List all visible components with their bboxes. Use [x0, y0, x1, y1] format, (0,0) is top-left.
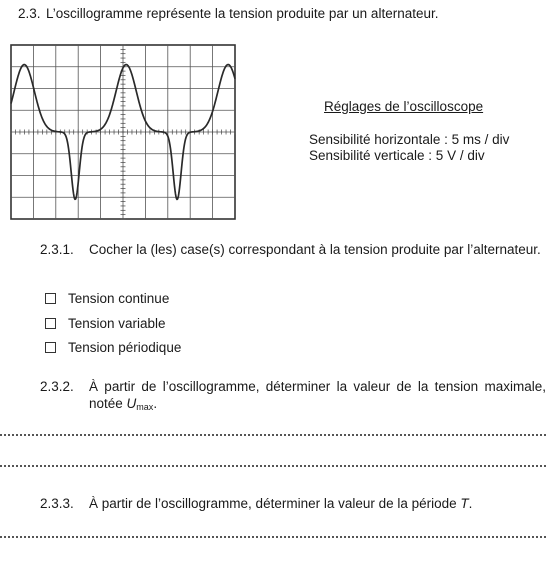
- option-label: Tension périodique: [68, 340, 182, 355]
- question-number: 2.3.1.: [40, 242, 74, 257]
- question-number: 2.3.2.: [40, 379, 74, 394]
- period-symbol: T: [460, 496, 469, 511]
- answer-line[interactable]: [0, 536, 546, 538]
- question-number: 2.3.3.: [40, 496, 74, 511]
- option-label: Tension continue: [68, 291, 170, 306]
- question-text: [89, 378, 546, 416]
- option-periodic[interactable]: [45, 339, 181, 356]
- question-body: À partir de l’oscillogramme, déterminer la valeur de la période: [89, 496, 461, 511]
- umax-symbol: U: [126, 396, 137, 411]
- vertical-sensitivity: Sensibilité verticale : 5 V / div: [309, 148, 485, 163]
- option-continuous[interactable]: [45, 290, 169, 307]
- checkbox[interactable]: [45, 318, 56, 329]
- option-variable[interactable]: [45, 315, 166, 332]
- answer-line[interactable]: [0, 434, 546, 436]
- section-number: 2.3.: [18, 6, 41, 21]
- checkbox[interactable]: [45, 293, 56, 304]
- settings-title: Réglages de l’oscilloscope: [324, 99, 484, 114]
- question-end: .: [153, 396, 158, 411]
- section-heading: [18, 5, 438, 22]
- umax-subscript: max: [136, 402, 154, 412]
- horizontal-sensitivity: Sensibilité horizontale : 5 ms / div: [309, 132, 510, 147]
- section-text: L’oscillogramme représente la tension produite par un alternateur.: [46, 6, 439, 21]
- oscillogram: [10, 44, 236, 220]
- checkbox[interactable]: [45, 342, 56, 353]
- answer-line[interactable]: [0, 465, 546, 467]
- question-text: [89, 495, 472, 512]
- option-label: Tension variable: [68, 316, 166, 331]
- question-body: À partir de l’oscillogramme, déterminer la valeur de la tension maximale, notée: [89, 379, 546, 411]
- question-text: Cocher la (les) case(s) correspondant à la tension produite par l’alternateur.: [89, 242, 541, 257]
- question-end: .: [468, 496, 473, 511]
